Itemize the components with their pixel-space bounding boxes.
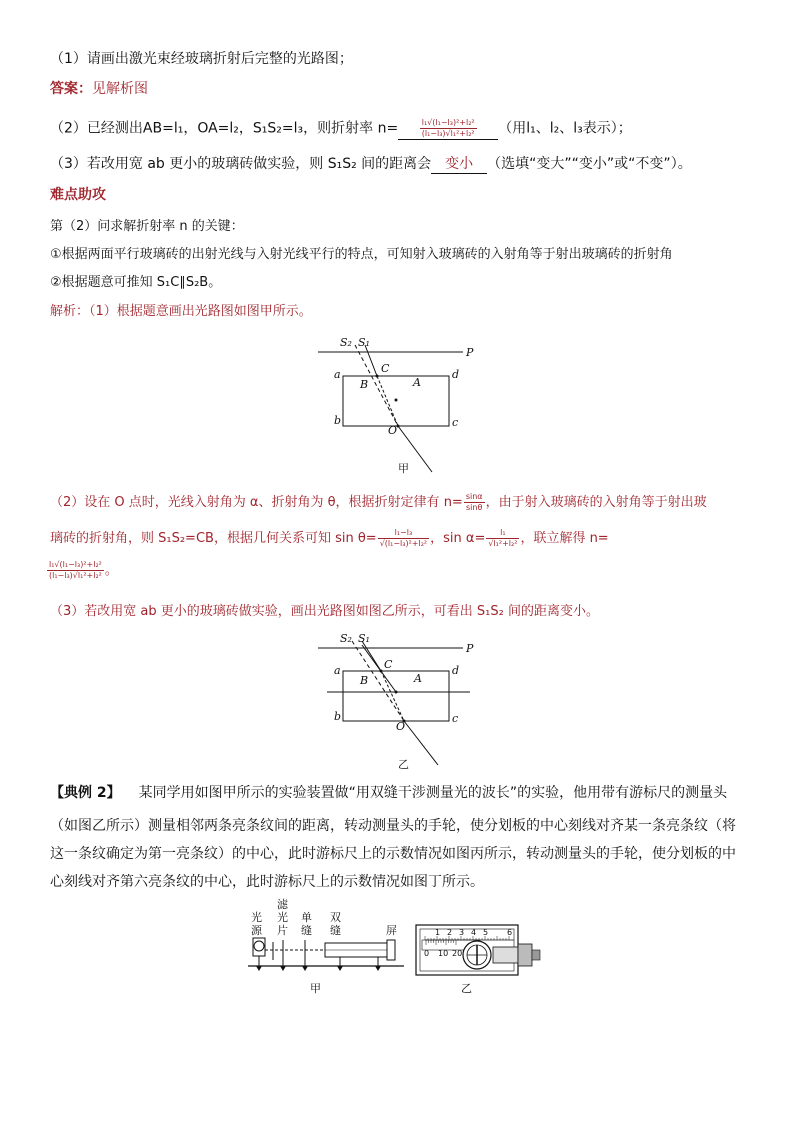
- main-tick-4: 4: [471, 928, 477, 937]
- analysis-2b-mid: ，sin α=: [430, 531, 486, 546]
- label-feng2: 缝: [330, 924, 341, 937]
- q2-text: （2）已经测出AB=l₁，OA=l₂，S₁S₂=l₃，则折射率 n=: [50, 120, 399, 137]
- result-numerator: l₁√(l₁−l₃)²+l₂²: [49, 560, 102, 569]
- label-a: a: [334, 368, 341, 381]
- q2-numerator: l₁√(l₁−l₃)²+l₂²: [421, 118, 475, 127]
- handwheel: [518, 944, 532, 966]
- label-b: b: [334, 414, 342, 427]
- label-c: C: [381, 362, 390, 375]
- snell-numerator: sinα: [465, 492, 483, 501]
- q2-denominator: (l₁−l₃)√l₁²+l₂²: [421, 129, 475, 138]
- answer-label: 答案：: [50, 81, 92, 97]
- q3-answer-blank: 变小: [431, 155, 487, 174]
- fig4-caption: 乙: [461, 982, 472, 995]
- answer-text: 见解析图: [92, 81, 148, 97]
- sin-theta-denominator: √(l₁−l₃)²+l₂²: [379, 539, 428, 548]
- label-ping: 屏: [386, 924, 397, 937]
- label2-b: b: [334, 710, 342, 723]
- example-line-4: 心刻线对齐第六亮条纹的中心，此时游标尺上的示数情况如图丁所示。: [50, 874, 484, 890]
- analysis-2b-tail: ，联立解得 n=: [520, 531, 609, 546]
- main-tick-2: 2: [447, 928, 453, 937]
- main-tick-1: 1: [435, 928, 441, 937]
- sin-alpha-numerator: l₁: [486, 528, 519, 539]
- label-lv: 滤: [277, 898, 288, 911]
- fig1-caption: 甲: [398, 462, 409, 475]
- label-p: P: [466, 346, 474, 359]
- label-s2: S₂: [340, 336, 352, 349]
- label-feng: 缝: [301, 924, 312, 937]
- q3-tail: （选填“变大”“变小”或“不变”）。: [487, 156, 692, 172]
- hard-p2: ①根据两面平行玻璃砖的出射光线与入射光线平行的特点，可知射入玻璃砖的入射角等于射出玻璃砖的折射角: [50, 247, 673, 262]
- label2-s2: S₂: [340, 632, 352, 645]
- vernier-tick-20: 20: [452, 949, 463, 958]
- label-dan: 单: [301, 911, 312, 924]
- label-b-upper: B: [360, 378, 369, 391]
- label2-d: d: [452, 664, 460, 677]
- label-shuang: 双: [330, 911, 341, 924]
- hard-title: 难点助攻: [50, 187, 106, 203]
- main-tick-3: 3: [459, 928, 465, 937]
- label-yuan: 源: [251, 924, 262, 937]
- result-denominator: (l₁−l₃)√l₁²+l₂²: [49, 571, 102, 580]
- example-text-1: 某同学用如图甲所示的实验装置做“用双缝干涉测量光的波长”的实验，他用带有游标尺的测量头: [138, 785, 728, 801]
- label-guang2: 光: [277, 911, 288, 924]
- sin-alpha-denominator: √l₁²+l₂²: [488, 539, 518, 548]
- main-tick-5: 5: [483, 928, 489, 937]
- hard-p1: 第（2）问求解折射率 n 的关键：: [50, 219, 244, 234]
- label-d: d: [452, 368, 460, 381]
- main-tick-6: 6: [507, 928, 513, 937]
- label2-c-lower: c: [452, 712, 459, 725]
- fig2-caption: 乙: [398, 758, 409, 771]
- vernier-tick-0: 0: [424, 949, 430, 958]
- example-line-3: 这一条纹确定为第一亮条纹）的中心，此时游标尺上的示数情况如图丙所示，转动测量头的手轮，使分划板的中: [50, 846, 736, 862]
- analysis-2a-text: （2）设在 O 点时，光线入射角为 α、折射角为 θ，根据折射定律有 n=: [50, 495, 463, 510]
- label-s1: S₁: [358, 336, 370, 349]
- example-line-2: （如图乙所示）测量相邻两条亮条纹间的距离，转动测量头的手轮，使分划板的中心刻线对齐某一条亮条纹（将: [50, 818, 736, 834]
- hard-p3: ②根据题意可推知 S₁C∥S₂B。: [50, 275, 222, 290]
- label-guang: 光: [251, 911, 262, 924]
- example-label: 【典例 2】: [50, 785, 121, 801]
- label2-a-upper: A: [414, 672, 422, 685]
- analysis-3: （3）若改用宽 ab 更小的玻璃砖做实验，画出光路图如图乙所示，可看出 S₁S₂ 间的距离变小。: [50, 604, 599, 619]
- analysis-2b-text: 璃砖的折射角，则 S₁S₂=CB，根据几何关系可知 sin θ=: [50, 531, 377, 546]
- analysis-2a-tail: ，由于射入玻璃砖的入射角等于射出玻: [485, 495, 707, 510]
- vernier-tick-10: 10: [438, 949, 449, 958]
- label-pian: 片: [277, 924, 288, 937]
- sin-theta-numerator: l₁−l₃: [378, 528, 429, 539]
- label-c-lower: c: [452, 416, 459, 429]
- analysis-2c-end: 。: [104, 563, 118, 578]
- label2-o: O: [396, 720, 406, 733]
- label-a-upper: A: [413, 376, 421, 389]
- question-1: （1）请画出激光束经玻璃折射后完整的光路图；: [50, 51, 353, 67]
- label-o: O: [388, 424, 398, 437]
- label2-s1: S₁: [358, 632, 370, 645]
- q2-tail: （用l₁、l₂、l₃表示）；: [498, 120, 632, 137]
- label2-a: a: [334, 664, 341, 677]
- analysis-1: 解析：（1）根据题意画出光路图如图甲所示。: [50, 304, 312, 319]
- q3-text: （3）若改用宽 ab 更小的玻璃砖做实验，则 S₁S₂ 间的距离会: [50, 156, 432, 172]
- label2-b-upper: B: [360, 674, 369, 687]
- label2-c: C: [384, 658, 393, 671]
- fig3-caption: 甲: [310, 982, 321, 995]
- snell-denominator: sinθ: [466, 503, 483, 512]
- label2-p: P: [466, 642, 474, 655]
